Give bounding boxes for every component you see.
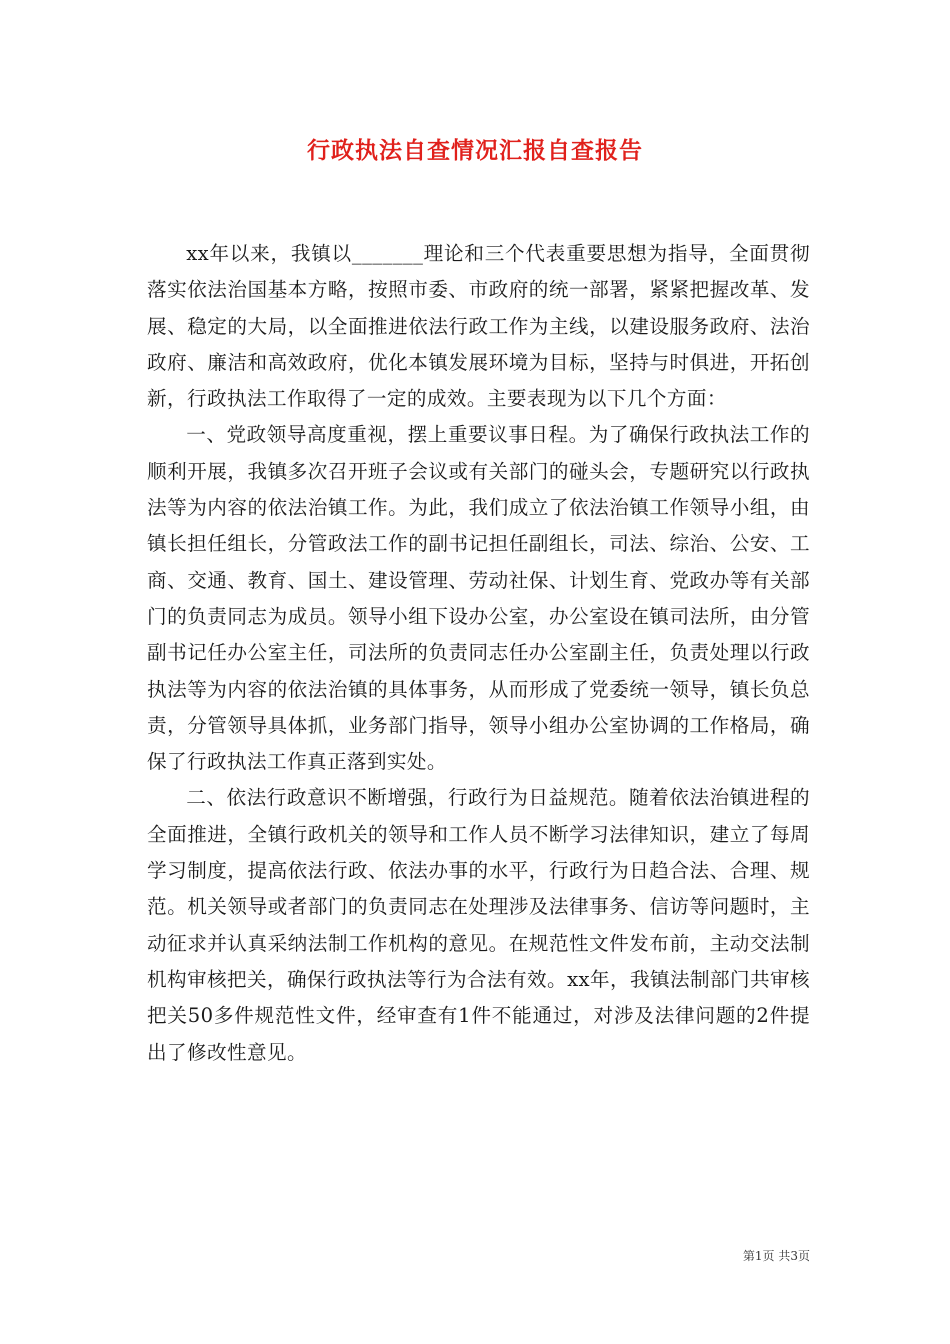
document-title: 行政执法自查情况汇报自查报告 [307, 137, 643, 164]
document-body [147, 236, 810, 1071]
page-number: 第1页 共3页 [742, 1249, 810, 1263]
paragraph-section-2: 二、依法行政意识不断增强，行政行为日益规范。随着依法治镇进程的全面推进，全镇行政机关的领导和工作人员不断学习法律知识，建立了每周学习制度，提高依法行政、依法办事的水平，行政行为日趋合法、合理、规范。机关领导或者部门的负责同志在处理涉及法律事务、信访等问题时，主动征求并认真采纳法制工作机构的意见。在规范性文件发布前，主动交法制机构审核把关，确保行政执法等行为合法有效。xx年，我镇法制部门共审核把关50多件规范性文件，经审查有1件不能通过，对涉及法律问题的2件提出了修改性意见。 [147, 786, 810, 1064]
paragraph-section-1: 一、党政领导高度重视，摆上重要议事日程。为了确保行政执法工作的顺利开展，我镇多次召开班子会议或有关部门的碰头会，专题研究以行政执法等为内容的依法治镇工作。为此，我们成立了依法治镇工作领导小组，由镇长担任组长，分管政法工作的副书记担任副组长，司法、综治、公安、工商、交通、教育、国土、建设管理、劳动社保、计划生育、党政办等有关部门的负责同志为成员。领导小组下设办公室，办公室设在镇司法所，由分管副书记任办公室主任，司法所的负责同志任办公室副主任，负责处理以行政执法等为内容的依法治镇的具体事务，从而形成了党委统一领导，镇长负总责，分管领导具体抓，业务部门指导，领导小组办公室协调的工作格局，确保了行政执法工作真正落到实处。 [147, 423, 810, 774]
paragraph-intro: xx年以来，我镇以_______理论和三个代表重要思想为指导，全面贯彻落实依法治国基本方略，按照市委、市政府的统一部署，紧紧把握改革、发展、稳定的大局，以全面推进依法行政工作为主线，以建设服务政府、法治政府、廉洁和高效政府，优化本镇发展环境为目标，坚持与时俱进，开拓创新，行政执法工作取得了一定的成效。主要表现为以下几个方面： [147, 242, 810, 411]
